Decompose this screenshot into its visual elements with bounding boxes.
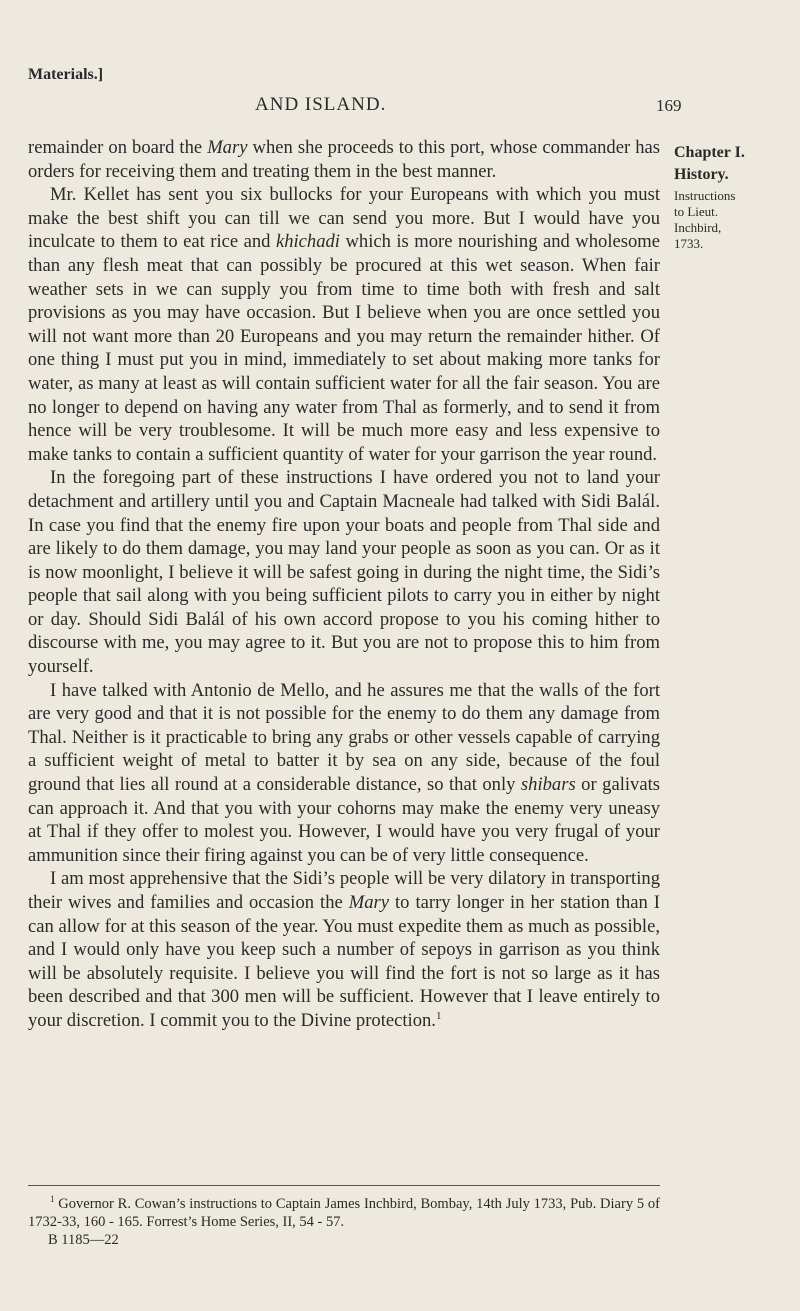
- ship-name: Mary: [348, 892, 390, 913]
- footnote-marker: 1: [50, 1194, 55, 1205]
- footnote-divider: [28, 1185, 660, 1186]
- margin-history: History.: [674, 166, 729, 183]
- margin-line: 1733.: [674, 236, 704, 251]
- footnote: [28, 1195, 660, 1231]
- italic-term: khichadi: [275, 231, 340, 253]
- running-head: AND ISLAND.: [255, 94, 387, 115]
- margin-line: to Lieut.: [674, 204, 719, 219]
- ship-name: Mary: [207, 137, 248, 158]
- page-number: 169: [656, 96, 682, 115]
- printer-signature: B 1185—22: [48, 1232, 119, 1248]
- margin-line: Inchbird,: [674, 220, 722, 235]
- paragraph: Mr. Kellet has sent you six bullocks for your Europeans with which you must make the best shift you can till we can send you more. But I would have you inculcate to them to eat rice and khichadi which is more nourishing and wholesome than any flesh meat that can possibly be procured at this wet season. When fair weather sets in we can supply you from time to time both with fresh and salt provisions as you may have occasion. But I believe when you are once settled you will not want more than 20 Europeans and you may return the remainder hither. Of one thing I must put you in mind, immediately to set about making more tanks for water, as many at least as will contain sufficient water for all the fair season. You are no longer to depend on having any water from Thal as formerly, and to send it from hence will be very troublesome. It will be much more easy and less expensive to make tanks to contain a sufficient quantity of water for your garrison the year round.: [28, 184, 660, 465]
- margin-note: [674, 142, 794, 252]
- body-text: [28, 136, 660, 1033]
- paragraph: I have talked with Antonio de Mello, and he assures me that the walls of the fort are very good and that it is not possible for the enemy to do them any damage from Thal. Neither is it practicable to bring any grabs or other vessels capable of carrying a sufficient weight of metal to batter it by sea on any side, because of the foul ground that lies all round at a considerable distance, so that only shibars or galivats can approach it. And that you with your cohorns may make the enemy very uneasy at Thal if they offer to molest you. However, I would have you very frugal of your ammunition since their firing against you can be of very little consequence.: [28, 679, 660, 866]
- paragraph: I am most apprehensive that the Sidi’s people will be very dilatory in transporting their wives and families and occasion the Mary to tarry longer in her station than I can allow for at this season of the year. You must expedite them as much as possible, and I would only have you keep such a number of sepoys in garrison as you think will be absolutely requisite. I believe you will find the fort is not so large as it has been described and that 300 men will be sufficient. However that I leave entirely to your discretion. I commit you to the Divine protection.$^1$: [28, 868, 660, 1031]
- italic-term: shibars: [520, 774, 576, 796]
- paragraph: In the foregoing part of these instructions I have ordered you not to land your detachment and artillery until you and Captain Macneale had talked with Sidi Balál. In case you find that the enemy fire upon your boats and people from Thal side and are likely to do them damage, you may land your people as soon as you can. Or as it is now moonlight, I believe it will be safest going in during the night time, the Sidi’s people that sail along with you being sufficient pilots to carry you in either by night or day. Should Sidi Balál of his own accord propose to you his coming hither to discourse with me, you may agree to it. But you are not to propose this to him from yourself.: [28, 467, 660, 678]
- footnote-text: Governor R. Cowan’s instructions to Captain James Inchbird, Bombay, 14th July 1733, Pub. Diary 5 of 1732-33, 160 - 165. Forrest’s Home Series, II, 54 - 57.: [28, 1196, 660, 1230]
- margin-chapter: Chapter I.: [674, 144, 745, 161]
- section-label: Materials.]: [28, 66, 104, 83]
- margin-line: Instructions: [674, 188, 736, 203]
- paragraph: remainder on board the Mary when she proceeds to this port, whose commander has orders for receiving them and treating them in the best manner.: [28, 137, 660, 182]
- footnote-ref[interactable]: 1: [435, 1009, 442, 1022]
